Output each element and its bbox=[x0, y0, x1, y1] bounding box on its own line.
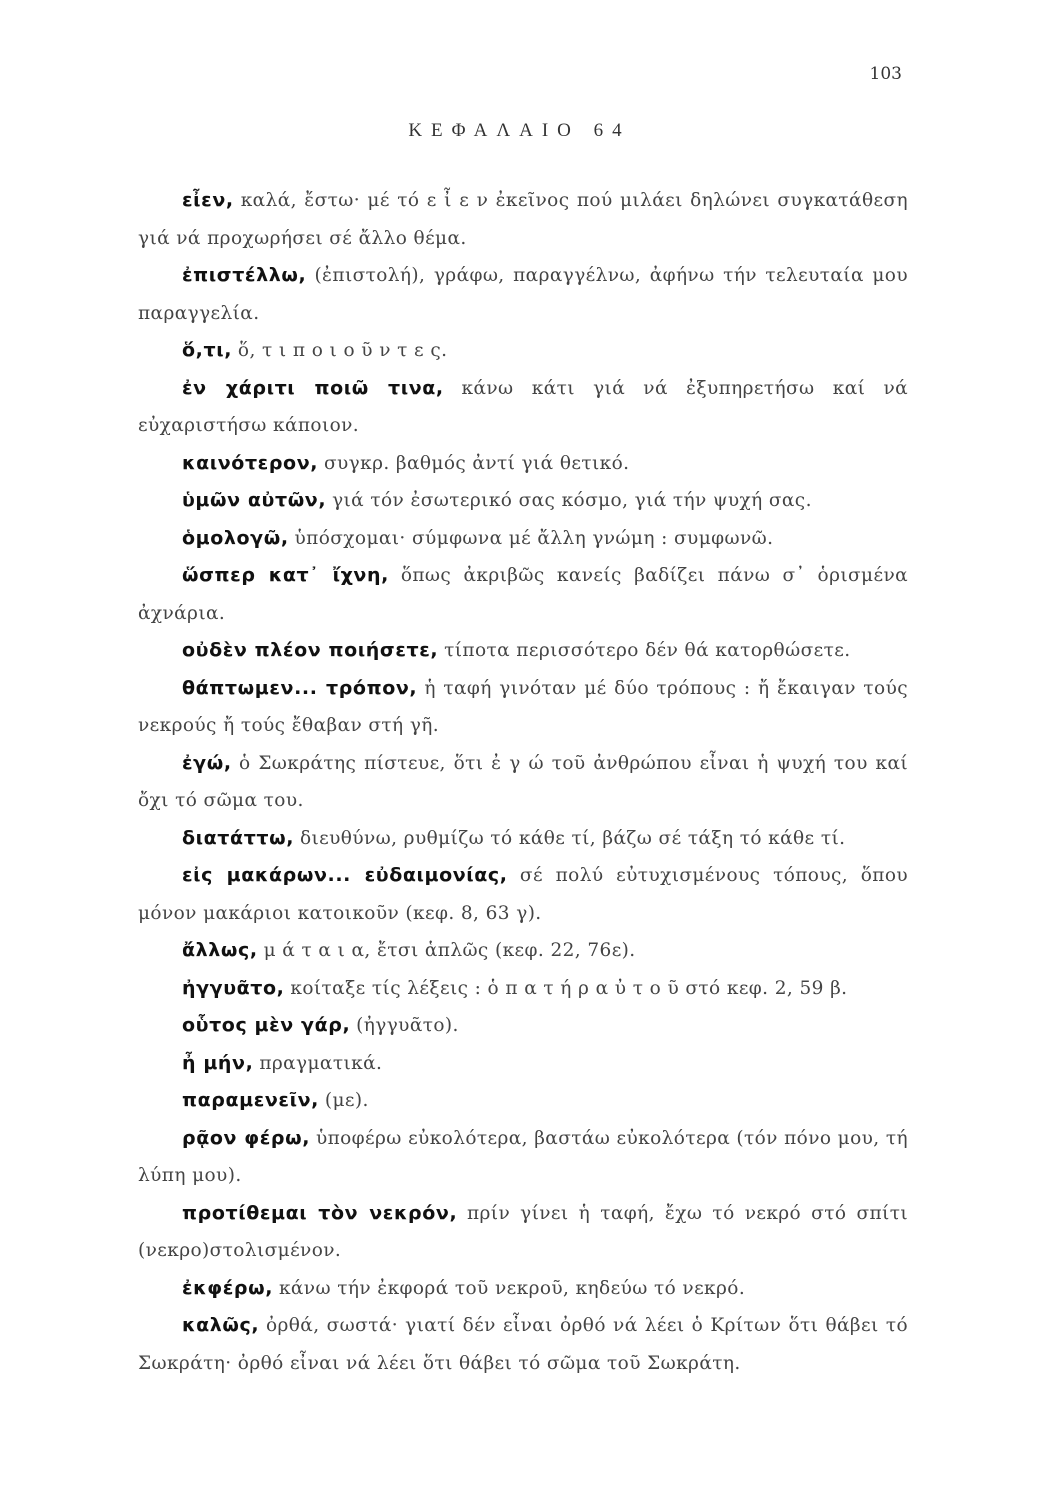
entry-gloss: καλά, ἔστω· μέ τό ε ἶ ε ν ἐκεῖνος πού μιλάει δηλώνει συγκατάθεση γιά νά προχωρήσει σέ ἄλλο θέμα. bbox=[138, 190, 908, 249]
entry-term: ἠγγυᾶτο, bbox=[182, 976, 285, 999]
entry-gloss: συγκρ. βαθμός ἀντί γιά θετικό. bbox=[323, 452, 630, 474]
glossary-entries bbox=[138, 182, 908, 1382]
glossary-entry bbox=[138, 745, 908, 820]
page-number: 103 bbox=[869, 64, 902, 84]
entry-gloss: (ἐπιστολή), γράφω, παραγγέλνω, ἀφήνω τήν τελευταία μου παραγγελία. bbox=[138, 265, 908, 324]
glossary-entry bbox=[138, 1270, 908, 1308]
glossary-entry bbox=[138, 932, 908, 970]
entry-gloss: ὅπως ἀκριβῶς κανείς βαδίζει πάνω σ᾽ ὁρισμένα ἀχνάρια. bbox=[138, 565, 908, 624]
glossary-entry bbox=[138, 1082, 908, 1120]
entry-term: καλῶς, bbox=[182, 1314, 260, 1336]
entry-gloss: κάνω κάτι γιά νά ἐξυπηρετήσω καί νά εὐχαριστήσω κάποιον. bbox=[138, 377, 909, 436]
entry-term: οὐδὲν πλέον ποιήσετε, bbox=[182, 639, 439, 661]
entry-term: καινότερον, bbox=[182, 451, 319, 474]
entry-gloss: ὀρθά, σωστά· γιατί δέν εἶναι ὀρθό νά λέει ὁ Κρίτων ὅτι θάβει τό Σωκράτη· ὀρθό εἶναι νά λέει ὅτι θάβει τό σῶμα τοῦ Σωκράτη. bbox=[138, 1315, 908, 1374]
entry-gloss: ὑπόσχομαι· σύμφωνα μέ ἄλλη γνώμη : συμφωνῶ. bbox=[294, 527, 774, 549]
entry-term: ὑμῶν αὐτῶν, bbox=[182, 489, 327, 511]
entry-term: οὗτος μὲν γάρ, bbox=[182, 1014, 351, 1036]
entry-gloss: ὁ Σωκράτης πίστευε, ὅτι ἐ γ ώ τοῦ ἀνθρώπου εἶναι ἡ ψυχή του καί ὄχι τό σῶμα του. bbox=[138, 752, 908, 811]
entry-gloss: κοίταξε τίς λέξεις : ὁ π α τ ή ρ α ὐ τ ο ῦ στό κεφ. 2, 59 β. bbox=[290, 977, 848, 999]
glossary-entry bbox=[138, 857, 908, 932]
entry-term: παραμενεῖν, bbox=[182, 1089, 319, 1111]
entry-gloss: (με). bbox=[324, 1090, 369, 1111]
glossary-entry bbox=[138, 820, 908, 858]
entry-gloss: διευθύνω, ρυθμίζω τό κάθε τί, βάζω σέ τάξη τό κάθε τί. bbox=[299, 827, 846, 849]
entry-term: θάπτωμεν... τρόπον, bbox=[182, 676, 418, 699]
entry-term: εἶεν, bbox=[182, 189, 234, 211]
glossary-entry bbox=[138, 970, 908, 1008]
entry-gloss: ἡ ταφή γινόταν μέ δύο τρόπους : ἤ ἔκαιγαν τούς νεκρούς ἤ τούς ἔθαβαν στή γῆ. bbox=[138, 677, 908, 736]
glossary-entry bbox=[138, 1120, 908, 1195]
entry-gloss: σέ πολύ εὐτυχισμένους τόπους, ὅπου μόνον μακάριοι κατοικοῦν (κεφ. 8, 63 γ). bbox=[138, 865, 908, 924]
glossary-entry bbox=[138, 445, 908, 483]
entry-gloss: (ἠγγυᾶτο). bbox=[356, 1015, 459, 1036]
entry-gloss: γιά τόν ἐσωτερικό σας κόσμο, γιά τήν ψυχή σας. bbox=[332, 490, 812, 511]
glossary-entry bbox=[138, 670, 908, 745]
entry-gloss: ὅ, τ ι π ο ι ο ῦ ν τ ε ς. bbox=[237, 340, 448, 361]
chapter-heading: ΚΕΦΑΛΑΙΟ 64 bbox=[408, 120, 631, 141]
entry-gloss: μ ά τ α ι α, ἔτσι ἁπλῶς (κεφ. 22, 76ε). bbox=[263, 940, 636, 961]
glossary-entry bbox=[138, 370, 908, 445]
glossary-entry bbox=[138, 1195, 908, 1270]
entry-gloss: κάνω τήν ἐκφορά τοῦ νεκροῦ, κηδεύω τό νεκρό. bbox=[278, 1277, 746, 1299]
entry-gloss: πρίν γίνει ἡ ταφή, ἔχω τό νεκρό στό σπίτι (νεκρο)στολισμένον. bbox=[138, 1202, 908, 1261]
glossary-entry bbox=[138, 182, 908, 257]
entry-term: ἐπιστέλλω, bbox=[182, 264, 307, 286]
glossary-entry bbox=[138, 557, 908, 632]
entry-term: ὥσπερ κατ᾽ ἴχνη, bbox=[182, 564, 389, 586]
glossary-entry bbox=[138, 482, 908, 520]
entry-term: ἦ μήν, bbox=[182, 1051, 254, 1074]
glossary-entry bbox=[138, 332, 908, 370]
glossary-entry bbox=[138, 1307, 908, 1382]
glossary-entry bbox=[138, 632, 908, 670]
entry-term: ἄλλως, bbox=[182, 939, 258, 961]
glossary-entry bbox=[138, 1007, 908, 1045]
entry-term: ρᾷον φέρω, bbox=[182, 1126, 311, 1149]
entry-term: ἐγώ, bbox=[182, 751, 232, 774]
glossary-entry bbox=[138, 257, 908, 332]
entry-term: ὁμολογῶ, bbox=[182, 526, 289, 549]
glossary-entry bbox=[138, 520, 908, 558]
entry-term: εἰς μακάρων... εὐδαιμονίας, bbox=[182, 864, 508, 886]
entry-term: ἐκφέρω, bbox=[182, 1276, 274, 1299]
entry-term: προτίθεμαι τὸν νεκρόν, bbox=[182, 1201, 458, 1224]
entry-term: ἐν χάριτι ποιῶ τινα, bbox=[182, 376, 444, 399]
entry-gloss: ὑποφέρω εὐκολότερα, βαστάω εὐκολότερα (τόν πόνο μου, τή λύπη μου). bbox=[138, 1127, 908, 1186]
entry-gloss: τίποτα περισσότερο δέν θά κατορθώσετε. bbox=[444, 640, 851, 661]
entry-gloss: πραγματικά. bbox=[259, 1052, 383, 1074]
glossary-entry bbox=[138, 1045, 908, 1083]
entry-term: διατάττω, bbox=[182, 826, 295, 849]
entry-term: ὅ,τι, bbox=[182, 339, 233, 361]
